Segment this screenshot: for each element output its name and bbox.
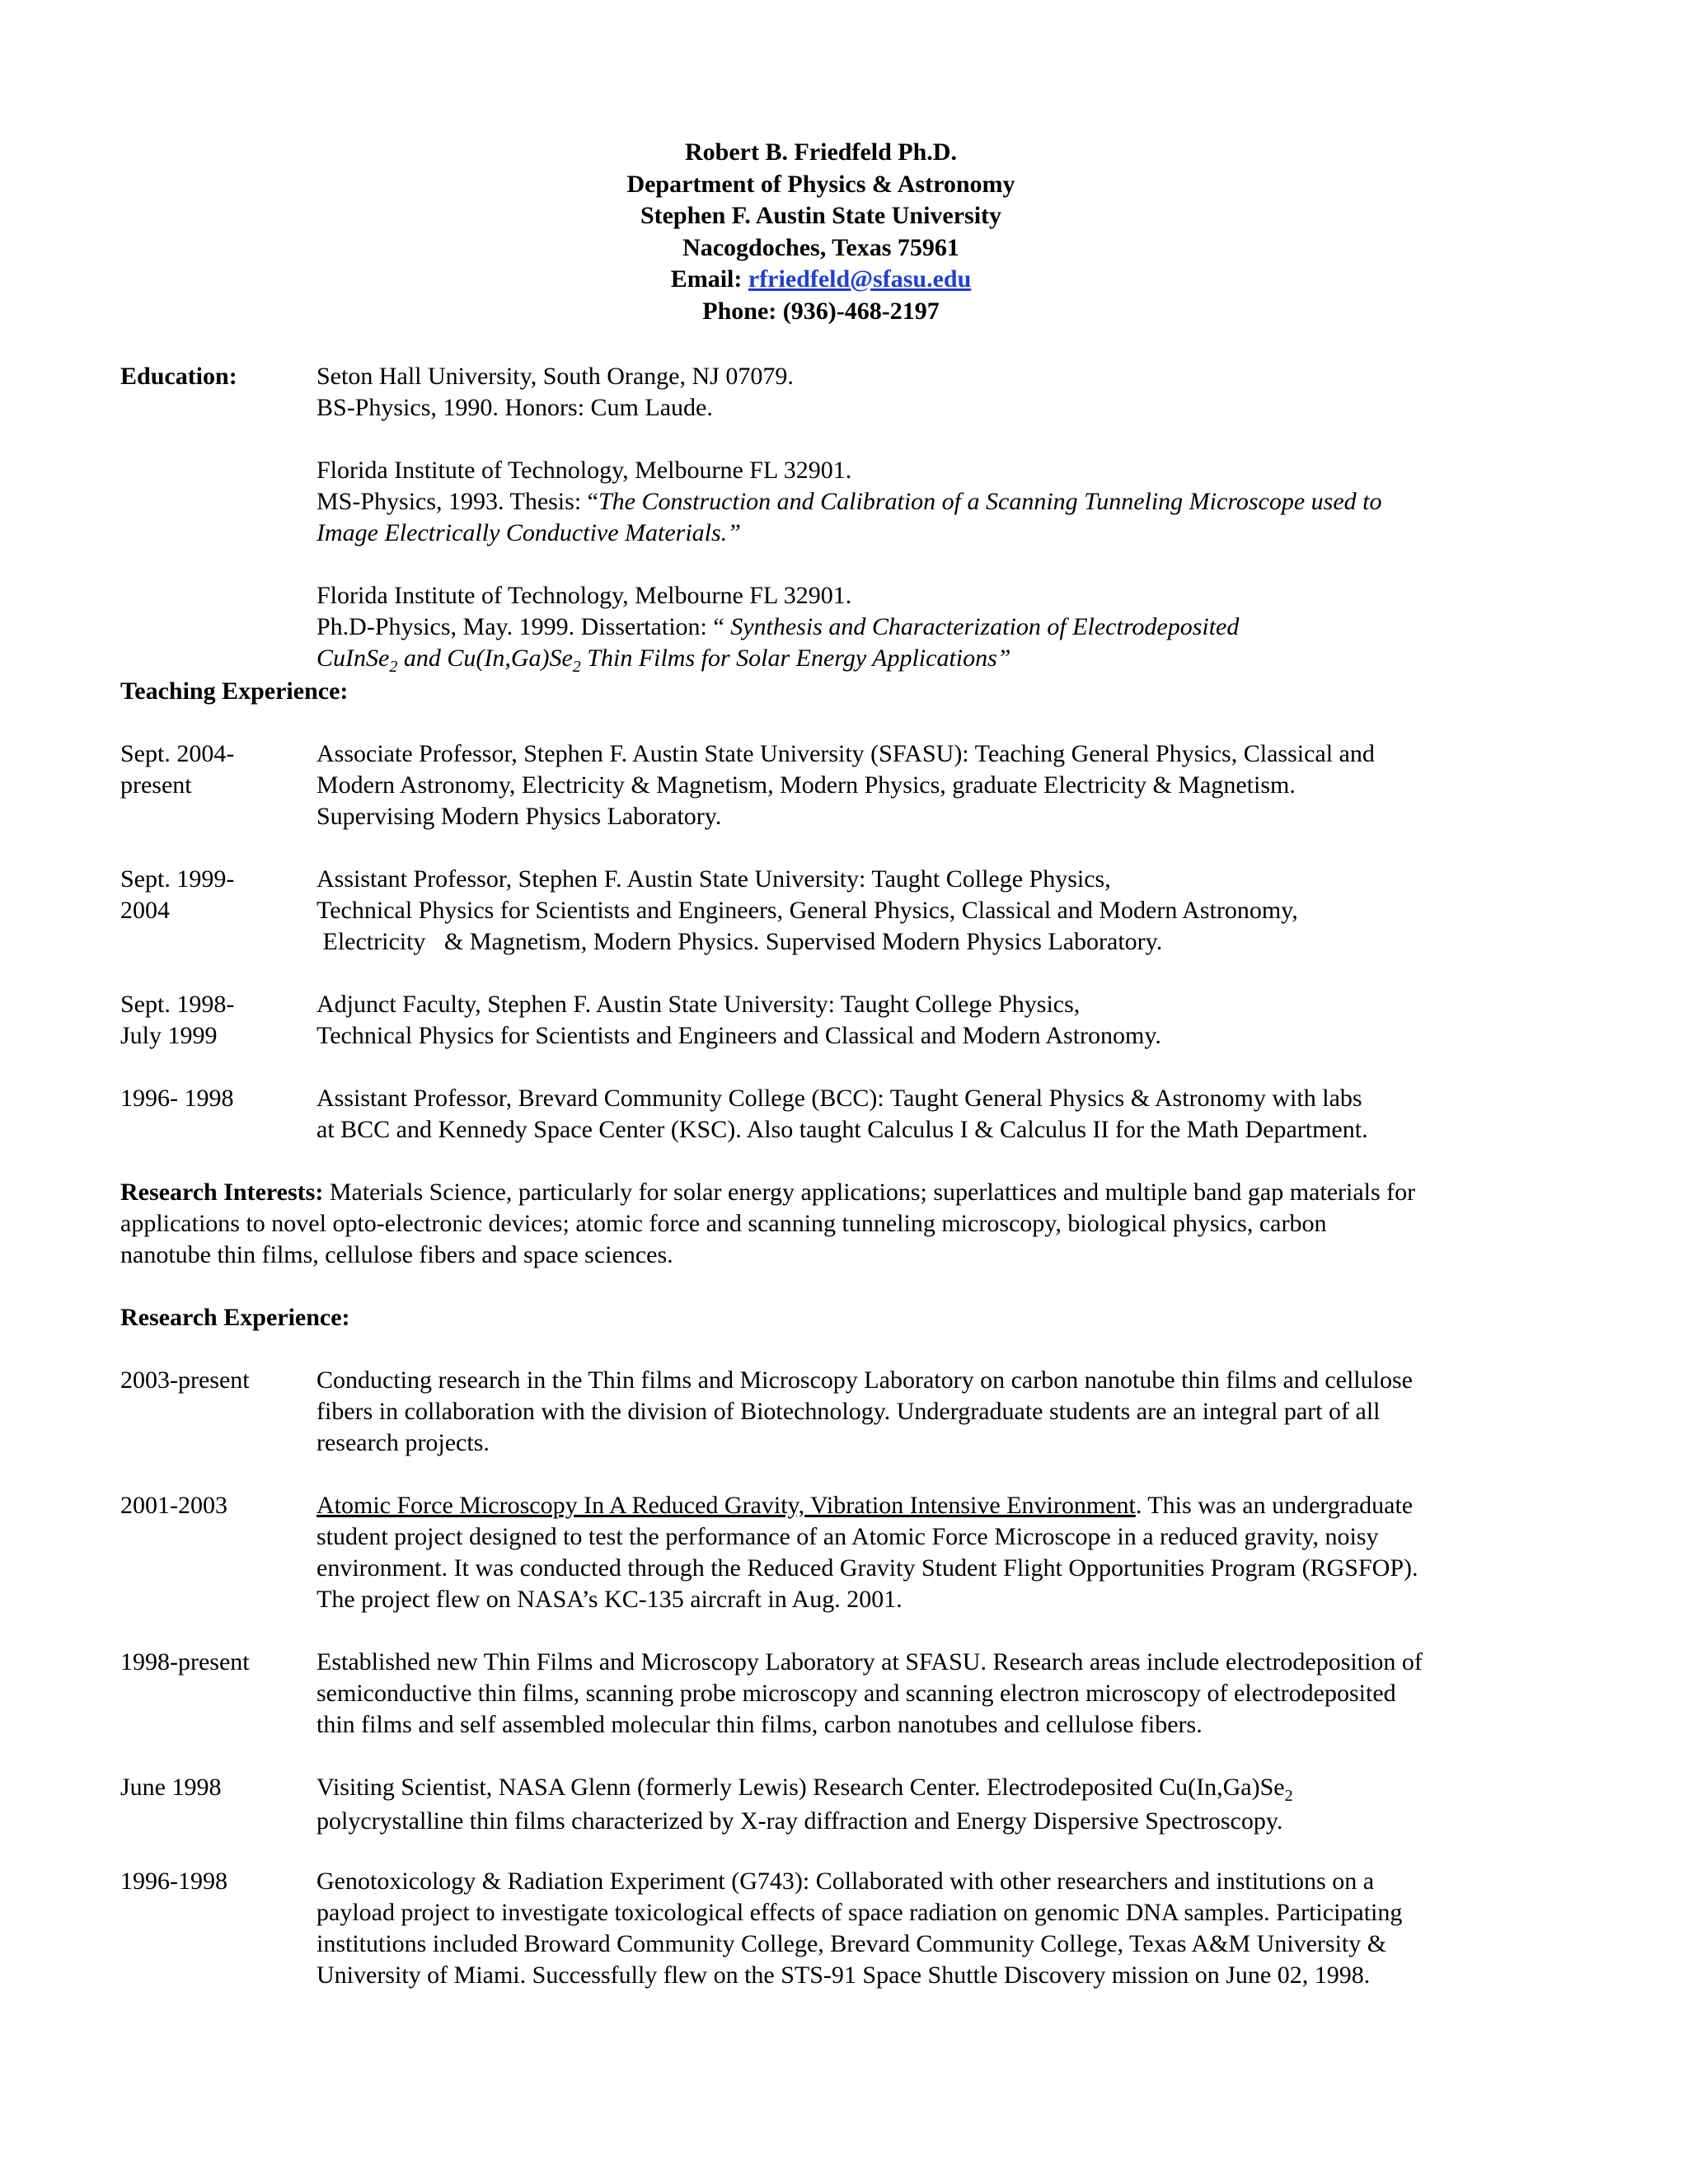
research-desc bbox=[316, 1490, 1620, 1615]
date-line: Sept. 2004- bbox=[120, 740, 235, 767]
project-title: Atomic Force Microscopy In A Reduced Gravity, Vibration Intensive Environment bbox=[316, 1492, 1136, 1519]
research-entry bbox=[120, 1866, 1620, 1991]
thesis-title-cont: Image Electrically Conductive Materials.” bbox=[316, 519, 741, 546]
thesis-prefix: MS-Physics, 1993. Thesis: “ bbox=[316, 488, 598, 515]
research-desc bbox=[316, 1647, 1620, 1741]
research-interests bbox=[120, 1177, 1620, 1271]
desc-line: Established new Thin Films and Microscopy Laboratory at SFASU. Research areas include electrodeposition of bbox=[316, 1648, 1423, 1675]
date-line: 1996- 1998 bbox=[120, 1085, 234, 1112]
teaching-entry bbox=[120, 864, 1604, 958]
research-date: 1998-present bbox=[120, 1648, 250, 1675]
email-link[interactable]: rfriedfeld@sfasu.edu bbox=[748, 265, 972, 293]
research-entry bbox=[120, 1365, 1620, 1459]
research-date: 1996-1998 bbox=[120, 1868, 227, 1895]
desc-line: fibers in collaboration with the division of Biotechnology. Undergraduate students are an integral part of all bbox=[316, 1398, 1381, 1425]
desc-line: institutions included Broward Community College, Brevard Community College, Texas A&M University & bbox=[316, 1930, 1387, 1957]
teaching-date bbox=[120, 989, 310, 1052]
interests-heading: Research Interests: bbox=[120, 1179, 324, 1206]
research-desc bbox=[316, 1365, 1620, 1459]
desc-line bbox=[316, 1490, 1620, 1521]
name: Robert B. Friedfeld Ph.D. bbox=[685, 138, 957, 166]
education-line: Seton Hall University, South Orange, NJ 07079. bbox=[316, 363, 794, 390]
desc-line: student project designed to test the performance of an Atomic Force Microscope in a reduced gravity, noisy bbox=[316, 1523, 1379, 1550]
education-entry bbox=[316, 361, 1571, 424]
dissertation-title: Synthesis and Characterization of Electrodeposited bbox=[730, 613, 1240, 640]
date-line: Sept. 1999- bbox=[120, 865, 235, 893]
desc-line: University of Miami. Successfully flew on the STS-91 Space Shuttle Discovery mission on June 02, 1998. bbox=[316, 1961, 1371, 1989]
desc-line: environment. It was conducted through the Reduced Gravity Student Flight Opportunities Program (RGSFOP). bbox=[316, 1554, 1418, 1582]
dissertation-title-cont bbox=[316, 643, 1571, 677]
formula-text: CuInSe bbox=[316, 644, 390, 672]
cv-header bbox=[120, 137, 1522, 327]
teaching-date bbox=[120, 738, 310, 801]
research-date: 2001-2003 bbox=[120, 1492, 227, 1519]
research-date: June 1998 bbox=[120, 1774, 222, 1801]
desc-line: semiconductive thin films, scanning probe microscopy and scanning electron microscopy of electrodeposited bbox=[316, 1680, 1396, 1707]
desc-line: Technical Physics for Scientists and Engineers, General Physics, Classical and Modern Astronomy, bbox=[316, 897, 1298, 924]
university: Stephen F. Austin State University bbox=[640, 202, 1002, 229]
desc-line: Assistant Professor, Brevard Community College (BCC): Taught General Physics & Astronomy with labs bbox=[316, 1085, 1362, 1112]
desc-line: Adjunct Faculty, Stephen F. Austin State University: Taught College Physics, bbox=[316, 991, 1081, 1018]
teaching-entry bbox=[120, 738, 1604, 832]
formula-text: Thin Films for Solar Energy Applications” bbox=[580, 644, 1011, 672]
research-heading: Research Experience: bbox=[120, 1304, 350, 1331]
thesis-title: The Construction and Calibration of a Scanning Tunneling Microscope used to bbox=[598, 488, 1382, 515]
phone: Phone: (936)-468-2197 bbox=[702, 297, 940, 325]
teaching-entry bbox=[120, 1083, 1604, 1146]
subscript: 2 bbox=[1284, 1787, 1293, 1805]
desc-line: Electricity & Magnetism, Modern Physics. Supervised Modern Physics Laboratory. bbox=[316, 928, 1163, 955]
desc-line: Supervising Modern Physics Laboratory. bbox=[316, 803, 722, 830]
teaching-desc bbox=[316, 989, 1604, 1052]
teaching-entry bbox=[120, 989, 1604, 1052]
date-line: present bbox=[120, 771, 192, 799]
teaching-heading: Teaching Experience: bbox=[120, 677, 349, 705]
teaching-desc bbox=[316, 738, 1604, 832]
education-line: BS-Physics, 1990. Honors: Cum Laude. bbox=[316, 394, 713, 421]
email-label: Email: bbox=[670, 265, 743, 293]
research-entry bbox=[120, 1490, 1620, 1615]
desc-line: polycrystalline thin films characterized by X-ray diffraction and Energy Dispersive Spectroscopy. bbox=[316, 1807, 1283, 1835]
education-section bbox=[120, 361, 1571, 677]
desc-line: Conducting research in the Thin films and Microscopy Laboratory on carbon nanotube thin films and cellulose bbox=[316, 1366, 1413, 1394]
date-line: July 1999 bbox=[120, 1022, 218, 1049]
interests-line bbox=[120, 1177, 1620, 1208]
subscript: 2 bbox=[572, 658, 581, 676]
date-line: Sept. 1998- bbox=[120, 991, 235, 1018]
city: Nacogdoches, Texas 75961 bbox=[682, 233, 959, 261]
teaching-desc bbox=[316, 864, 1604, 958]
email-line bbox=[120, 264, 1522, 296]
research-desc bbox=[316, 1772, 1620, 1837]
education-entry bbox=[316, 580, 1571, 677]
research-entry bbox=[120, 1772, 1620, 1837]
desc-line: research projects. bbox=[316, 1429, 490, 1456]
desc-line: The project flew on NASA’s KC-135 aircraft in Aug. 2001. bbox=[316, 1586, 903, 1613]
desc-text: Visiting Scientist, NASA Glenn (formerly Lewis) Research Center. Electrodeposited Cu(In,Ga)Se bbox=[316, 1774, 1285, 1801]
desc-line: Modern Astronomy, Electricity & Magnetism, Modern Physics, graduate Electricity & Magnetism. bbox=[316, 771, 1296, 799]
desc-line bbox=[316, 1772, 1620, 1806]
subscript: 2 bbox=[389, 658, 398, 676]
desc-line: Associate Professor, Stephen F. Austin State University (SFASU): Teaching General Physics, Classical and bbox=[316, 740, 1375, 767]
desc-text: . This was an undergraduate bbox=[1135, 1492, 1414, 1519]
desc-line: payload project to investigate toxicological effects of space radiation on genomic DNA samples. Participating bbox=[316, 1899, 1403, 1926]
desc-line: at BCC and Kennedy Space Center (KSC). Also taught Calculus I & Calculus II for the Math Department. bbox=[316, 1116, 1368, 1143]
education-line: Florida Institute of Technology, Melbourne FL 32901. bbox=[316, 582, 852, 609]
date-line: 2004 bbox=[120, 897, 170, 924]
interests-line: applications to novel opto-electronic devices; atomic force and scanning tunneling microscopy, biological physics, carbon bbox=[120, 1210, 1327, 1237]
education-line bbox=[316, 486, 1571, 518]
desc-line: Assistant Professor, Stephen F. Austin State University: Taught College Physics, bbox=[316, 865, 1111, 893]
dissertation-prefix: Ph.D-Physics, May. 1999. Dissertation: “ bbox=[316, 613, 731, 640]
formula-text: and Cu(In,Ga)Se bbox=[397, 644, 573, 672]
education-label: Education: bbox=[120, 363, 237, 390]
desc-line: Technical Physics for Scientists and Engineers and Classical and Modern Astronomy. bbox=[316, 1022, 1161, 1049]
education-line: Florida Institute of Technology, Melbourne FL 32901. bbox=[316, 457, 852, 484]
research-desc bbox=[316, 1866, 1620, 1991]
research-date: 2003-present bbox=[120, 1366, 250, 1394]
teaching-desc bbox=[316, 1083, 1604, 1146]
education-body bbox=[316, 361, 1571, 677]
teaching-date bbox=[120, 864, 310, 926]
research-entry bbox=[120, 1647, 1620, 1741]
department: Department of Physics & Astronomy bbox=[626, 170, 1015, 198]
teaching-date bbox=[120, 1083, 310, 1114]
desc-line: thin films and self assembled molecular thin films, carbon nanotubes and cellulose fibers. bbox=[316, 1711, 1203, 1738]
education-entry bbox=[316, 455, 1571, 549]
desc-line: Genotoxicology & Radiation Experiment (G743): Collaborated with other researchers and institutions on a bbox=[316, 1868, 1375, 1895]
interests-line: nanotube thin films, cellulose fibers and space sciences. bbox=[120, 1241, 673, 1268]
education-line bbox=[316, 612, 1571, 643]
interests-text: Materials Science, particularly for solar energy applications; superlattices and multiple band gap materials for bbox=[323, 1179, 1416, 1206]
